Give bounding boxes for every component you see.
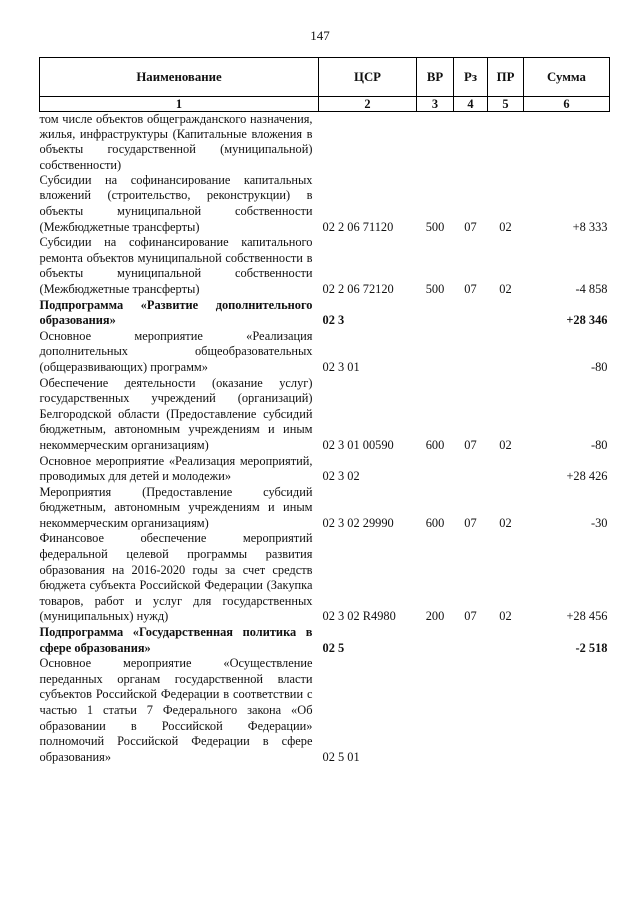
row-vr: 200 xyxy=(425,609,445,624)
row-rz: 07 xyxy=(464,437,477,452)
row-sum: -2 518 xyxy=(575,640,608,655)
row-vr xyxy=(417,656,454,765)
row-vr xyxy=(417,625,454,656)
row-name: Подпрограмма «Развитие дополнительного образования» xyxy=(39,297,313,328)
row-csr: 02 3 02 xyxy=(322,469,360,484)
table-row xyxy=(40,173,610,235)
row-rz: 07 xyxy=(464,515,477,530)
row-rz: 07 xyxy=(464,281,477,296)
row-csr: 02 3 xyxy=(322,313,345,328)
row-csr: 02 2 06 71120 xyxy=(322,219,394,234)
column-number-row xyxy=(40,97,610,112)
row-sum: +28 426 xyxy=(566,469,608,484)
row-pr xyxy=(488,625,524,656)
table-header xyxy=(40,58,610,112)
table-row xyxy=(40,485,610,532)
row-pr xyxy=(488,454,524,485)
row-name: том числе объектов общегражданского назначения, жилья, инфраструктуры (Капитальные вложения в объекты государственной (муниципальной) собственности) xyxy=(39,112,313,172)
row-name: Обеспечение деятельности (оказание услуг) государственных учреждений (организаций) Белгородской области (Предоставление субсидий бюджетным, автономным учреждениям и иным некоммерческим организациям) xyxy=(39,375,313,452)
row-rz xyxy=(454,656,488,765)
row-name: Субсидии на софинансирование капитального ремонта объектов муниципальной собственности в объекты муниципальной собственности (Межбюджетные трансферты) xyxy=(39,235,313,296)
table-row xyxy=(40,454,610,485)
table-row xyxy=(40,329,610,376)
row-vr: 600 xyxy=(425,437,445,452)
row-sum xyxy=(524,112,610,173)
column-number: 2 xyxy=(319,97,417,112)
row-rz: 07 xyxy=(464,219,477,234)
table-body xyxy=(40,112,610,766)
column-number: 5 xyxy=(488,97,524,112)
row-pr: 02 xyxy=(499,281,512,296)
table-row xyxy=(40,298,610,329)
row-vr xyxy=(417,329,454,376)
row-pr xyxy=(488,112,524,173)
table-row xyxy=(40,112,610,173)
row-pr: 02 xyxy=(499,515,512,530)
column-number: 6 xyxy=(524,97,610,112)
column-number: 4 xyxy=(454,97,488,112)
row-csr: 02 5 01 xyxy=(322,749,360,764)
row-pr xyxy=(488,656,524,765)
row-vr xyxy=(417,454,454,485)
column-number: 1 xyxy=(40,97,319,112)
row-sum: -80 xyxy=(590,437,608,452)
row-name: Основное мероприятие «Осуществление переданных органам государственной власти субъектов Российской Федерации в соответствии с частью 1 статьи 7 Федерального закона «Об образовании в Российской Федерации» полномочий Российской Федерации в сфере образования» xyxy=(39,656,313,764)
row-pr xyxy=(488,298,524,329)
row-sum: +28 346 xyxy=(566,313,608,328)
table-row xyxy=(40,531,610,625)
header-csr: ЦСР xyxy=(319,58,417,97)
page-number: 147 xyxy=(310,28,330,43)
row-vr: 600 xyxy=(425,515,445,530)
row-csr xyxy=(319,112,417,173)
row-pr: 02 xyxy=(499,437,512,452)
row-rz xyxy=(454,112,488,173)
row-vr: 500 xyxy=(425,219,445,234)
row-pr xyxy=(488,329,524,376)
row-rz xyxy=(454,454,488,485)
table-row xyxy=(40,376,610,454)
row-vr xyxy=(417,298,454,329)
row-pr: 02 xyxy=(499,219,512,234)
row-csr: 02 3 02 29990 xyxy=(322,515,394,530)
budget-table xyxy=(39,57,610,765)
row-rz xyxy=(454,329,488,376)
row-vr xyxy=(417,112,454,173)
row-sum: +8 333 xyxy=(572,219,608,234)
row-sum: -4 858 xyxy=(575,281,608,296)
row-csr: 02 3 01 xyxy=(322,359,360,374)
header-row xyxy=(40,58,610,97)
table-row xyxy=(40,235,610,297)
column-number: 3 xyxy=(417,97,454,112)
row-name: Мероприятия (Предоставление субсидий бюджетным, автономным учреждениям и иным некоммерческим организациям) xyxy=(39,484,313,530)
header-vr: ВР xyxy=(417,58,454,97)
row-vr: 500 xyxy=(425,281,445,296)
row-name: Субсидии на софинансирование капитальных вложений (строительство, реконструкции) в объекты муниципальной собственности (Межбюджетные трансферты) xyxy=(39,172,313,234)
row-csr: 02 3 02 R4980 xyxy=(322,609,396,624)
header-sum: Сумма xyxy=(524,58,610,97)
row-sum: +28 456 xyxy=(566,609,608,624)
row-rz xyxy=(454,625,488,656)
row-csr: 02 5 xyxy=(322,640,345,655)
row-csr: 02 2 06 72120 xyxy=(322,281,394,296)
table-row xyxy=(40,625,610,656)
row-csr: 02 3 01 00590 xyxy=(322,437,394,452)
row-name: Финансовое обеспечение мероприятий федеральной целевой программы развития образования на 2016-2020 годы за счет средств бюджета субъекта Российской Федерации (Закупка товаров, работ и услуг для государственных (муниципальных) нужд) xyxy=(39,531,313,624)
row-name: Основное мероприятие «Реализация мероприятий, проводимых для детей и молодежи» xyxy=(39,453,313,484)
row-sum: -30 xyxy=(590,515,608,530)
row-pr: 02 xyxy=(499,609,512,624)
row-rz: 07 xyxy=(464,609,477,624)
header-name: Наименование xyxy=(40,58,319,97)
header-pr: ПР xyxy=(488,58,524,97)
table-row xyxy=(40,656,610,765)
header-rz: Рз xyxy=(454,58,488,97)
row-sum: -80 xyxy=(590,359,608,374)
row-name: Основное мероприятие «Реализация дополнительных общеобразовательных (общеразвивающих) программ» xyxy=(39,328,313,374)
row-name: Подпрограмма «Государственная политика в сфере образования» xyxy=(39,625,313,655)
row-rz xyxy=(454,298,488,329)
row-sum xyxy=(524,656,610,765)
